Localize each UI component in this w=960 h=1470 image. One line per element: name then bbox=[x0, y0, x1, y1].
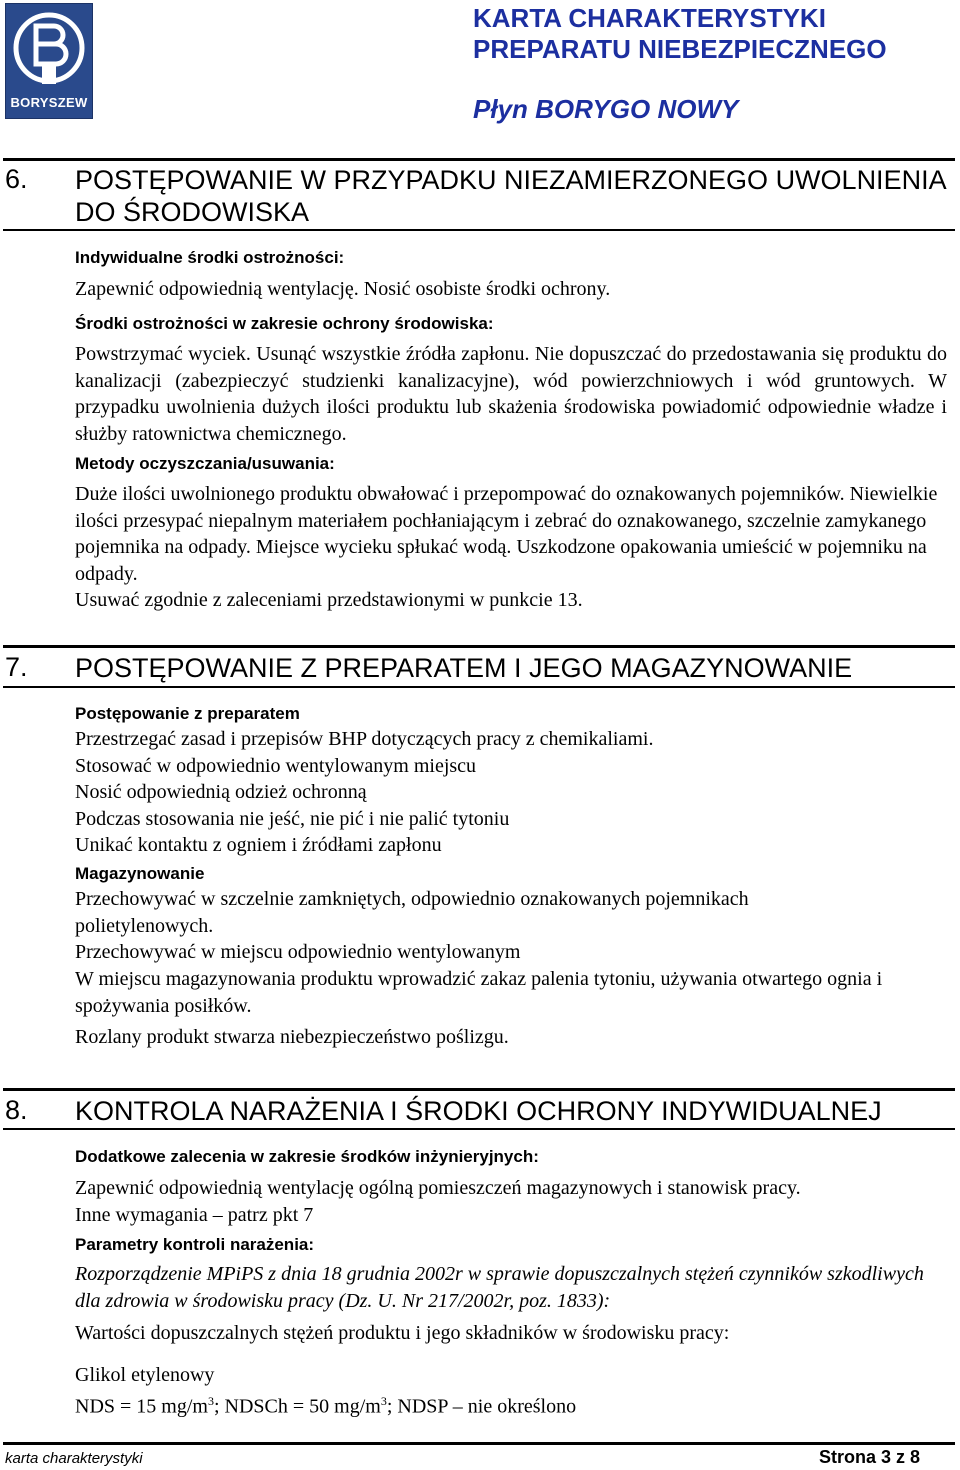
footer-divider bbox=[3, 1442, 955, 1445]
list-item: Nosić odpowiednią odzież ochronną bbox=[75, 781, 367, 803]
nds-value: NDS = 15 mg/m bbox=[75, 1395, 208, 1418]
list-item: Unikać kontaktu z ogniem i źródłami zapłonu bbox=[75, 834, 442, 856]
paragraph: W miejscu magazynowania produktu wprowadzić zakaz palenia tytoniu, używania otwartego ognia i spożywania posiłków. bbox=[75, 968, 883, 1017]
section-title-line: POSTĘPOWANIE W PRZYPADKU NIEZAMIERZONEGO UWOLNIENIA bbox=[75, 165, 947, 195]
section-6-title bbox=[75, 164, 947, 228]
paragraph: Przechowywać w szczelnie zamkniętych, odpowiednio oznakowanych pojemnikach polietylenowych. bbox=[75, 888, 749, 937]
regulation-reference: Rozporządzenie MPiPS z dnia 18 grudnia 2002r w sprawie dopuszczalnych stężeń czynników szkodliwych dla zdrowia w środowisku pracy (Dz. U. Nr 217/2002r, poz. 1833): bbox=[75, 1263, 924, 1312]
list-item: Stosować w odpowiednio wentylowanym miejscu bbox=[75, 754, 477, 777]
list-item: Podczas stosowania nie jeść, nie pić i nie palić tytoniu bbox=[75, 807, 510, 830]
handling-list bbox=[75, 726, 947, 859]
superscript: 3 bbox=[380, 1394, 387, 1408]
paragraph: Usuwać zgodnie z zaleceniami przedstawionymi w punkcie 13. bbox=[75, 589, 583, 611]
section-divider bbox=[3, 1128, 955, 1130]
section-divider bbox=[3, 686, 955, 688]
section-title-line: DO ŚRODOWISKA bbox=[75, 197, 310, 227]
subheading: Metody oczyszczania/usuwania: bbox=[75, 454, 335, 473]
paragraph: Powstrzymać wyciek. Usunąć wszystkie źródła zapłonu. Nie dopuszczać do przedostawania się produktu do kanalizacji (zabezpieczyć studzienki kanalizacyjne), wód powierzchniowych i wód gruntowych. W przypadku uwolnienia dużych ilości produktu lub skażenia środowiska powiadomić odpowiednie władze i służby ratownictwa chemicznego. bbox=[75, 343, 947, 445]
paragraph: Rozlany produkt stwarza niebezpieczeństwo poślizgu. bbox=[75, 1026, 509, 1048]
paragraph: Zapewnić odpowiednią wentylację ogólną pomieszczeń magazynowych i stanowisk pracy. bbox=[75, 1177, 801, 1199]
paragraph: Wartości dopuszczalnych stężeń produktu i jego składników w środowisku pracy: bbox=[75, 1322, 730, 1344]
ndsch-value: ; NDSCh = 50 mg/m bbox=[213, 1395, 381, 1418]
subheading: Postępowanie z preparatem bbox=[75, 704, 300, 723]
page-number: Strona 3 z 8 bbox=[818, 1447, 920, 1467]
section-divider bbox=[3, 229, 955, 231]
document-title: KARTA CHARAKTERYSTYKI bbox=[473, 3, 826, 33]
footer-doc-name: karta charakterystyki bbox=[5, 1450, 143, 1467]
section-number: 8. bbox=[5, 1095, 28, 1125]
paragraph: Przechowywać w miejscu odpowiednio wentylowanym bbox=[75, 941, 521, 963]
section-divider bbox=[3, 1088, 955, 1091]
section-number: 7. bbox=[5, 652, 28, 682]
superscript: 3 bbox=[207, 1394, 214, 1408]
substance-name: Glikol etylenowy bbox=[75, 1364, 215, 1386]
section-divider bbox=[3, 645, 955, 648]
subheading: Dodatkowe zalecenia w zakresie środków inżynieryjnych: bbox=[75, 1147, 539, 1166]
subheading: Parametry kontroli narażenia: bbox=[75, 1235, 315, 1254]
boryszew-emblem-icon bbox=[6, 8, 92, 94]
exposure-limits bbox=[75, 1388, 947, 1420]
paragraph: Duże ilości uwolnionego produktu obwałować i przepompować do oznakowanych pojemników. Niewielkie ilości przesypać niepalnym materiałem pochłaniającym i zebrać do oznakowanego, szczelnie zamykanego pojemnika na odpady. Miejsce wycieku spłukać wodą. Uszkodzone opakowania umieścić w pojemniku na odpady. bbox=[75, 483, 938, 585]
paragraph: Zapewnić odpowiednią wentylację. Nosić osobiste środki ochrony. bbox=[75, 278, 611, 300]
section-number: 6. bbox=[5, 164, 28, 194]
subheading: Środki ostrożności w zakresie ochrony środowiska: bbox=[75, 314, 494, 333]
subheading: Indywidualne środki ostrożności: bbox=[75, 248, 345, 267]
subheading: Magazynowanie bbox=[75, 864, 205, 883]
document-subtitle: PREPARATU NIEBEZPIECZNEGO bbox=[473, 34, 887, 64]
logo-text: BORYSZEW bbox=[10, 95, 88, 110]
list-item: Przestrzegać zasad i przepisów BHP dotyczących pracy z chemikaliami. bbox=[75, 728, 654, 750]
section-divider bbox=[3, 158, 955, 161]
section-7-title: POSTĘPOWANIE Z PREPARATEM I JEGO MAGAZYNOWANIE bbox=[75, 653, 853, 683]
paragraph: Inne wymagania – patrz pkt 7 bbox=[75, 1204, 314, 1226]
section-8-title: KONTROLA NARAŻENIA I ŚRODKI OCHRONY INDYWIDUALNEJ bbox=[75, 1096, 882, 1126]
ndsp-value: ; NDSP – nie określono bbox=[386, 1395, 577, 1418]
product-name: Płyn BORYGO NOWY bbox=[473, 94, 739, 124]
company-logo bbox=[5, 3, 93, 119]
